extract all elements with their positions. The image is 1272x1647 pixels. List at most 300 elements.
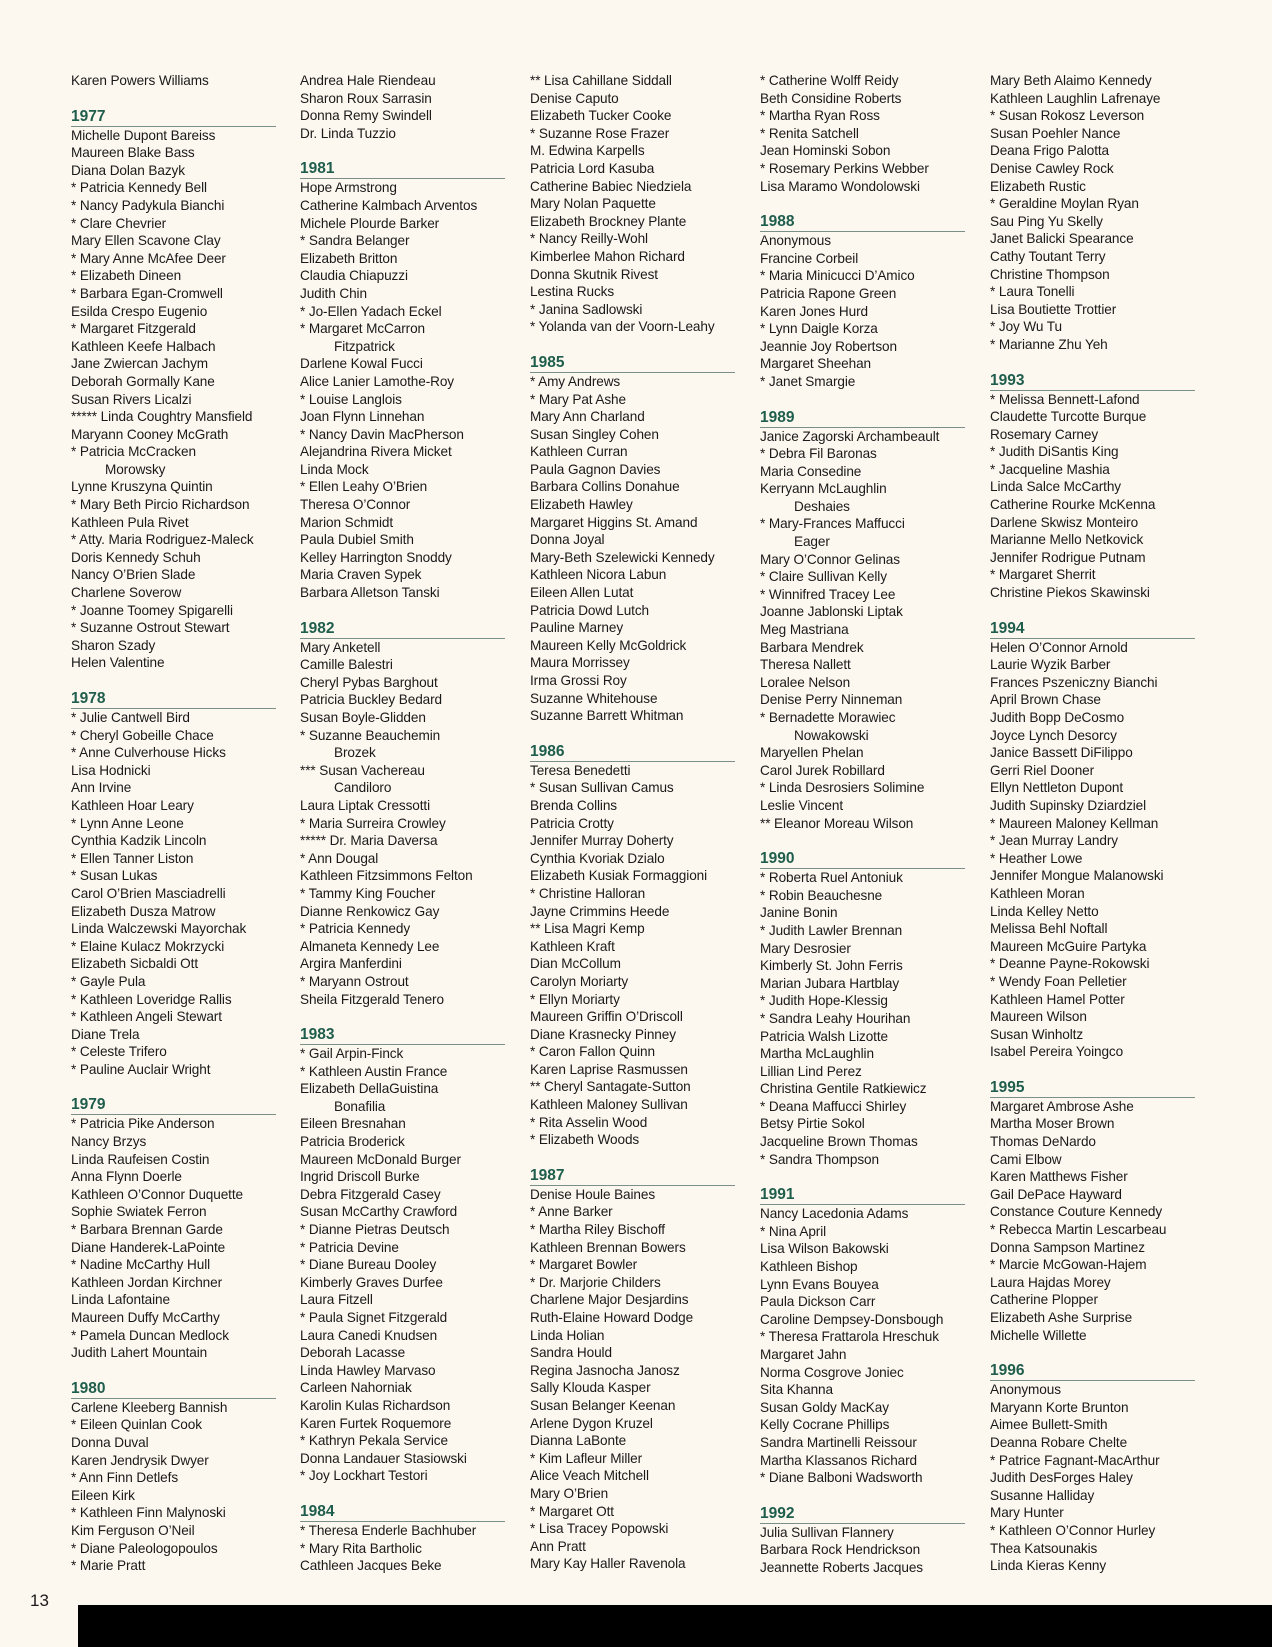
donor-name: Sandra Hould — [530, 1345, 612, 1361]
donor-name: Lisa Wilson Bakowski — [760, 1241, 889, 1257]
donor-name: Mary Ellen Scavone Clay — [71, 233, 221, 249]
donor-name: Gerri Riel Dooner — [990, 762, 1095, 778]
donor-name: Brozek — [334, 745, 376, 761]
donor-name: * Joanne Toomey Spigarelli — [71, 602, 233, 618]
donor-name: Kathleen O’Connor Duquette — [71, 1186, 243, 1202]
donor-name: Mary Hunter — [990, 1505, 1064, 1521]
donor-name: Cynthia Kadzik Lincoln — [71, 833, 207, 849]
donor-name: Suzanne Whitehouse — [530, 690, 658, 706]
donor-name: Claudia Chiapuzzi — [300, 268, 408, 284]
donor-name: * Judith Hope-Klessig — [760, 993, 888, 1009]
donor-name: Susan Poehler Nance — [990, 125, 1121, 141]
donor-name: * Kathryn Pekala Service — [300, 1433, 448, 1449]
donor-name: Susan McCarthy Crawford — [300, 1204, 458, 1220]
year-group-1985 — [530, 353, 735, 725]
donor-name: * Marianne Zhu Yeh — [990, 336, 1108, 352]
donor-name: Linda Holian — [530, 1327, 605, 1343]
donor-name: * Jo-Ellen Yadach Eckel — [300, 303, 442, 319]
donor-name: Mary Ann Charland — [530, 409, 645, 425]
donor-name: Kerryann McLaughlin — [760, 481, 887, 497]
year-group-1993 — [990, 371, 1195, 602]
donor-name: Nancy Lacedonia Adams — [760, 1206, 909, 1222]
continued-group — [530, 72, 735, 336]
donor-name: Betsy Pirtie Sokol — [760, 1116, 865, 1132]
donor-name: Denise Perry Ninneman — [760, 692, 903, 708]
donor-name: Linda Raufeisen Costin — [71, 1151, 210, 1167]
donor-name: Dian McCollum — [530, 956, 621, 972]
donor-name: Elizabeth Kusiak Formaggioni — [530, 868, 708, 884]
donor-name: * Mary-Frances Maffucci — [760, 516, 905, 532]
donor-name: * Martha Ryan Ross — [760, 108, 880, 124]
donor-name: * Susan Sullivan Camus — [530, 780, 674, 796]
donor-name: Kimberly Graves Durfee — [300, 1274, 443, 1290]
donor-name: Christina Gentile Ratkiewicz — [760, 1081, 927, 1097]
donor-name: Argira Manferdini — [300, 956, 402, 972]
donor-name: Lillian Lind Perez — [760, 1063, 862, 1079]
donor-name: * Kim Lafleur Miller — [530, 1450, 643, 1466]
donor-name: Julia Sullivan Flannery — [760, 1524, 894, 1540]
donor-name: Janet Balicki Spearance — [990, 231, 1134, 247]
donor-name: Rosemary Carney — [990, 426, 1099, 442]
donor-name: Deborah Lacasse — [300, 1345, 406, 1361]
donor-name: Linda Walczewski Mayorchak — [71, 921, 247, 937]
donor-name: Catherine Plopper — [990, 1292, 1098, 1308]
donor-name: Ruth-Elaine Howard Dodge — [530, 1310, 694, 1325]
donor-name: Maureen McDonald Burger — [300, 1151, 461, 1167]
donor-name: Marion Schmidt — [300, 514, 394, 530]
donor-name: Karen Jones Hurd — [760, 303, 868, 319]
donor-name: Kathleen Kraft — [530, 938, 615, 954]
donor-name: Helen O’Connor Arnold — [990, 639, 1128, 655]
donor-name: * Theresa Frattarola Hreschuk — [760, 1329, 939, 1345]
donor-name: * Elizabeth Dineen — [71, 268, 182, 284]
year-heading: 1977 — [71, 107, 276, 127]
donor-name: * Patricia Kennedy — [300, 921, 411, 937]
donor-name: Eager — [794, 534, 830, 550]
donor-name: Judith Supinsky Dziardziel — [990, 797, 1147, 813]
donor-name: Sophie Swiatek Ferron — [71, 1204, 207, 1220]
donor-name: Alice Veach Mitchell — [530, 1468, 649, 1484]
donor-name: Denise Cawley Rock — [990, 160, 1114, 176]
donor-name: Leslie Vincent — [760, 797, 843, 813]
donor-name: * Martha Riley Bischoff — [530, 1222, 665, 1238]
donor-name: Esilda Crespo Eugenio — [71, 303, 208, 319]
donor-name: Joanne Jablonski Liptak — [760, 604, 903, 620]
donor-name: Patricia Lord Kasuba — [530, 160, 655, 176]
donor-name: * Susan Lukas — [71, 868, 158, 884]
donor-name: Janice Zagorski Archambeault — [760, 428, 940, 444]
donor-name: * Lisa Tracey Popowski — [530, 1521, 669, 1537]
donor-name: * Clare Chevrier — [71, 215, 167, 231]
donor-name: Eileen Kirk — [71, 1487, 135, 1503]
donor-name: * Patricia Devine — [300, 1239, 399, 1255]
donor-name: Lisa Hodnicki — [71, 762, 151, 778]
donor-name: Joyce Lynch Desorcy — [990, 727, 1117, 743]
donor-name: Linda Mock — [300, 461, 369, 477]
donor-name: Susanne Halliday — [990, 1487, 1095, 1503]
year-heading: 1991 — [760, 1185, 965, 1205]
donor-name: Karen Laprise Rasmussen — [530, 1061, 688, 1077]
donor-columns — [71, 72, 1221, 1575]
donor-name: * Mary Pat Ashe — [530, 391, 626, 407]
continued-group — [760, 72, 965, 195]
donor-name: Kelley Harrington Snoddy — [300, 549, 452, 565]
year-group-1979 — [71, 1095, 276, 1361]
year-heading: 1987 — [530, 1166, 735, 1186]
donor-name: Susan Rivers Licalzi — [71, 391, 192, 407]
donor-name: * Geraldine Moylan Ryan — [990, 196, 1139, 212]
donor-name: Patricia Dowd Lutch — [530, 602, 649, 618]
donor-name: Donna Sampson Martinez — [990, 1239, 1145, 1255]
donor-name: * Wendy Foan Pelletier — [990, 973, 1127, 989]
donor-name: ** Eleanor Moreau Wilson — [760, 815, 914, 831]
donor-name: Elizabeth Britton — [300, 250, 398, 266]
year-heading: 1983 — [300, 1025, 505, 1045]
donor-name: Donna Skutnik Rivest — [530, 266, 658, 282]
donor-name: Maureen Griffin O’Driscoll — [530, 1009, 683, 1025]
donor-name: Mary Nolan Paquette — [530, 196, 656, 212]
donor-name: Maura Morrissey — [530, 655, 630, 671]
donor-name: Patricia Walsh Lizotte — [760, 1028, 888, 1044]
donor-name: Dianna LaBonte — [530, 1433, 627, 1449]
donor-name: Susan Boyle-Glidden — [300, 710, 426, 725]
donor-name: Maryann Cooney McGrath — [71, 426, 229, 442]
donor-name: Elizabeth Brockney Plante — [530, 213, 687, 229]
donor-name: Arlene Dygon Kruzel — [530, 1415, 653, 1431]
donor-name: * Gail Arpin-Finck — [300, 1046, 404, 1062]
donor-name: Deanna Robare Chelte — [990, 1434, 1128, 1450]
donor-name: Sharon Roux Sarrasin — [300, 90, 432, 106]
donor-name: * Marie Pratt — [71, 1558, 146, 1574]
continued-group — [300, 72, 505, 142]
donor-name: Mary O’Brien — [530, 1485, 609, 1501]
donor-name: Mary Kay Haller Ravenola — [530, 1556, 686, 1572]
donor-name: * Suzanne Rose Frazer — [530, 125, 670, 141]
donor-name: * Nina April — [760, 1223, 827, 1239]
donor-name: * Jean Murray Landry — [990, 833, 1118, 849]
donor-name: Sandra Martinelli Reissour — [760, 1434, 917, 1450]
donor-name: Darlene Skwisz Monteiro — [990, 514, 1139, 530]
donor-name: Kathleen Jordan Kirchner — [71, 1274, 223, 1290]
year-heading: 1988 — [760, 212, 965, 232]
year-group-1977 — [71, 107, 276, 672]
donor-name: Susan Singley Cohen — [530, 426, 659, 442]
year-heading: 1993 — [990, 371, 1195, 391]
page-number: 13 — [30, 1591, 49, 1610]
donor-name: Margaret Ambrose Ashe — [990, 1098, 1134, 1114]
year-heading: 1984 — [300, 1502, 505, 1522]
donor-name: * Margaret McCarron — [300, 321, 426, 337]
year-group-1987 — [530, 1166, 735, 1573]
year-heading: 1986 — [530, 742, 735, 762]
donor-name: * Nancy Reilly-Wohl — [530, 231, 648, 247]
donor-name: Deshaies — [794, 498, 850, 514]
year-group-1992 — [760, 1504, 965, 1577]
donor-name: Regina Jasnocha Janosz — [530, 1362, 680, 1378]
donor-name: * Amy Andrews — [530, 373, 621, 389]
donor-name: Michelle Dupont Bareiss — [71, 127, 216, 143]
donor-name: Laura Hajdas Morey — [990, 1274, 1111, 1290]
donor-name: Elizabeth Ashe Surprise — [990, 1310, 1133, 1325]
donor-name: * Bernadette Morawiec — [760, 710, 896, 725]
donor-name: Kathleen Curran — [530, 444, 628, 460]
donor-name: Martha McLaughlin — [760, 1046, 874, 1062]
year-group-1983 — [300, 1025, 505, 1485]
donor-name: * Caron Fallon Quinn — [530, 1044, 655, 1060]
donor-name: Maureen McGuire Partyka — [990, 938, 1147, 954]
donor-name: Alejandrina Rivera Micket — [300, 444, 452, 460]
donor-name: * Patricia Kennedy Bell — [71, 180, 207, 196]
donor-name: Carleen Nahorniak — [300, 1380, 412, 1396]
donor-name: Brenda Collins — [530, 797, 618, 813]
year-group-1988 — [760, 212, 965, 390]
donor-name: Diane Krasnecky Pinney — [530, 1026, 676, 1042]
donor-name: Karen Powers Williams — [71, 73, 209, 88]
year-heading: 1995 — [990, 1078, 1195, 1098]
donor-name: Kathleen Hamel Potter — [990, 991, 1125, 1007]
donor-name: Elizabeth Hawley — [530, 497, 633, 513]
donor-name: * Renita Satchell — [760, 125, 859, 141]
column-1 — [71, 72, 276, 1575]
donor-name: * Kathleen Finn Malynoski — [71, 1505, 226, 1521]
donor-name: Carolyn Moriarty — [530, 973, 629, 989]
donor-name: Aimee Bullett-Smith — [990, 1417, 1108, 1433]
donor-name: Judith Bopp DeCosmo — [990, 710, 1125, 725]
donor-name: Maria Craven Sypek — [300, 567, 422, 583]
donor-name: Paula Dubiel Smith — [300, 532, 414, 548]
donor-name: * Pamela Duncan Medlock — [71, 1327, 229, 1343]
donor-name: Meg Mastriana — [760, 622, 849, 638]
donor-name: Jean Hominski Sobon — [760, 143, 891, 159]
donor-name: Norma Cosgrove Joniec — [760, 1364, 904, 1380]
donor-name: Barbara Rock Hendrickson — [760, 1542, 921, 1558]
donor-name: Kathleen Laughlin Lafrenaye — [990, 90, 1161, 106]
donor-name: Judith Lahert Mountain — [71, 1345, 208, 1361]
donor-name: * Patricia McCracken — [71, 444, 196, 460]
donor-name: Mary O’Connor Gelinas — [760, 551, 900, 567]
donor-name: * Marcie McGowan-Hajem — [990, 1257, 1147, 1273]
donor-name: Martha Klassanos Richard — [760, 1452, 918, 1468]
donor-name: Teresa Benedetti — [530, 762, 631, 778]
donor-name: Laura Fitzell — [300, 1292, 373, 1308]
donor-name: Janine Bonin — [760, 905, 838, 921]
donor-name: Ann Pratt — [530, 1538, 586, 1554]
donor-name: * Joy Wu Tu — [990, 319, 1062, 335]
donor-name: * Heather Lowe — [990, 850, 1083, 866]
donor-name: Dr. Linda Tuzzio — [300, 125, 396, 141]
donor-name: Linda Kelley Netto — [990, 903, 1099, 919]
donor-name: Donna Remy Swindell — [300, 108, 432, 124]
donor-name: Frances Pszeniczny Bianchi — [990, 674, 1158, 690]
donor-name: Cynthia Kvoriak Dzialo — [530, 850, 665, 866]
donor-name: Eileen Bresnahan — [300, 1116, 406, 1132]
donor-name: * Laura Tonelli — [990, 284, 1075, 300]
donor-name: * Cheryl Gobeille Chace — [71, 727, 214, 743]
donor-name: Lisa Maramo Wondolowski — [760, 178, 920, 194]
donor-name: * Ann Finn Detlefs — [71, 1470, 179, 1486]
donor-name: * Catherine Wolff Reidy — [760, 73, 899, 88]
donor-name: Linda Lafontaine — [71, 1292, 170, 1308]
donor-name: Linda Kieras Kenny — [990, 1558, 1107, 1574]
donor-name: * Gayle Pula — [71, 973, 146, 989]
donor-name: Susan Winholtz — [990, 1026, 1084, 1042]
donor-name: ** Lisa Magri Kemp — [530, 921, 645, 937]
donor-name: * Rita Asselin Wood — [530, 1114, 648, 1130]
donor-name: Ellyn Nettleton Dupont — [990, 780, 1124, 796]
donor-name: Debra Fitzgerald Casey — [300, 1186, 441, 1202]
donor-name: Patricia Rapone Green — [760, 285, 897, 301]
year-group-1995 — [990, 1078, 1195, 1344]
donor-name: M. Edwina Karpells — [530, 143, 645, 159]
donor-name: Kelly Cocrane Phillips — [760, 1417, 890, 1433]
donor-name: * Diane Balboni Wadsworth — [760, 1470, 923, 1486]
donor-name: Suzanne Barrett Whitman — [530, 708, 684, 724]
donor-name: Marianne Mello Netkovick — [990, 532, 1144, 548]
donor-name: Elizabeth Rustic — [990, 178, 1086, 194]
year-group-1989 — [760, 408, 965, 833]
year-group-1991 — [760, 1185, 965, 1487]
donor-name: Thomas DeNardo — [990, 1134, 1096, 1150]
donor-name: * Roberta Ruel Antoniuk — [760, 870, 903, 886]
donor-name: * Mary Anne McAfee Deer — [71, 250, 226, 266]
donor-name: Maureen Wilson — [990, 1009, 1087, 1025]
donor-name: * Judith DiSantis King — [990, 444, 1119, 460]
donor-name: * Suzanne Beauchemin — [300, 727, 441, 743]
donor-name: * Maria Minicucci D’Amico — [760, 268, 915, 284]
donor-name: * Yolanda van der Voorn-Leahy — [530, 319, 715, 335]
donor-name: Joan Flynn Linnehan — [300, 409, 425, 425]
donor-name: Diane Trela — [71, 1026, 140, 1042]
year-heading: 1980 — [71, 1379, 276, 1399]
donor-name: * Debra Fil Baronas — [760, 446, 877, 462]
donor-name: Kathleen Hoar Leary — [71, 797, 194, 813]
donor-name: Nancy O’Brien Slade — [71, 567, 196, 583]
donor-name: Janice Bassett DiFilippo — [990, 745, 1133, 761]
donor-name: Jeannie Joy Robertson — [760, 338, 897, 354]
donor-name: Carlene Kleeberg Bannish — [71, 1399, 228, 1415]
donor-name: Mary Anketell — [300, 639, 381, 655]
donor-name: * Joy Lockhart Testori — [300, 1468, 428, 1484]
donor-name: ** Cheryl Santagate-Sutton — [530, 1079, 691, 1095]
donor-name: Margaret Jahn — [760, 1347, 847, 1362]
donor-name: Barbara Collins Donahue — [530, 479, 680, 495]
donor-name: Cathy Toutant Terry — [990, 248, 1106, 264]
donor-name: * Maryann Ostrout — [300, 973, 409, 989]
donor-name: Ingrid Driscoll Burke — [300, 1169, 420, 1185]
donor-name: * Winnifred Tracey Lee — [760, 586, 896, 602]
donor-name: Jeannette Roberts Jacques — [760, 1559, 923, 1575]
donor-name: Fitzpatrick — [334, 338, 395, 354]
donor-name: * Barbara Egan-Cromwell — [71, 285, 223, 301]
donor-name: Anna Flynn Doerle — [71, 1169, 182, 1185]
donor-name: Susan Goldy MacKay — [760, 1399, 889, 1415]
donor-name: Carol O’Brien Masciadrelli — [71, 885, 226, 901]
donor-name: * Nancy Padykula Bianchi — [71, 197, 225, 213]
donor-name: Morowsky — [105, 461, 166, 477]
donor-name: * Margaret Fitzgerald — [71, 321, 196, 337]
donor-name: Maryann Korte Brunton — [990, 1399, 1129, 1415]
donor-name: Elizabeth Tucker Cooke — [530, 108, 672, 124]
year-heading: 1989 — [760, 408, 965, 428]
donor-name: Paula Dickson Carr — [760, 1294, 876, 1310]
donor-name: * Kathleen Angeli Stewart — [71, 1009, 222, 1025]
donor-name: * Rosemary Perkins Webber — [760, 160, 929, 176]
donor-name: Karen Furtek Roquemore — [300, 1415, 452, 1431]
donor-name: Christine Thompson — [990, 266, 1110, 282]
year-group-1978 — [71, 689, 276, 1078]
donor-name: Lynn Evans Bouyea — [760, 1276, 879, 1292]
donor-name: * Kathleen Loveridge Rallis — [71, 991, 232, 1007]
donor-name: * Deanne Payne-Rokowski — [990, 956, 1150, 972]
donor-name: Margaret Higgins St. Amand — [530, 514, 698, 530]
donor-name: Gail DePace Hayward — [990, 1186, 1122, 1202]
donor-name: Paula Gagnon Davies — [530, 461, 661, 477]
donor-name: * Tammy King Foucher — [300, 885, 436, 901]
donor-name: * Diane Bureau Dooley — [300, 1257, 437, 1273]
donor-name: Maryellen Phelan — [760, 745, 864, 761]
continued-group — [990, 72, 1195, 354]
donor-name: Lestina Rucks — [530, 284, 615, 300]
donor-name: * Susan Rokosz Leverson — [990, 108, 1145, 124]
donor-name: Kathleen Moran — [990, 885, 1085, 901]
donor-name: Kathleen Pula Rivet — [71, 514, 189, 530]
donor-name: Kathleen Fitzsimmons Felton — [300, 868, 473, 884]
donor-name: * Sandra Thompson — [760, 1151, 879, 1167]
donor-name: Jennifer Rodrigue Putnam — [990, 549, 1146, 565]
donor-name: Cheryl Pybas Barghout — [300, 674, 438, 690]
donor-name: Martha Moser Brown — [990, 1116, 1115, 1132]
donor-name: Sita Khanna — [760, 1382, 833, 1398]
donor-name: * Julie Cantwell Bird — [71, 710, 190, 725]
donor-name: * Anne Barker — [530, 1204, 613, 1220]
donor-name: * Nancy Davin MacPherson — [300, 426, 464, 442]
donor-name: * Diane Paleologopoulos — [71, 1540, 218, 1556]
donor-name: Anonymous — [760, 233, 831, 249]
donor-name: Kim Ferguson O’Neil — [71, 1522, 195, 1538]
donor-name: Kimberlee Mahon Richard — [530, 248, 685, 264]
year-heading: 1982 — [300, 619, 505, 639]
donor-name: * Margaret Sherrit — [990, 567, 1096, 583]
donor-name: Laura Canedi Knudsen — [300, 1327, 438, 1343]
donor-name: ***** Dr. Maria Daversa — [300, 833, 438, 849]
donor-name: Andrea Hale Riendeau — [300, 73, 436, 88]
year-group-1986 — [530, 742, 735, 1149]
donor-name: Lisa Boutiette Trottier — [990, 301, 1117, 317]
donor-name: Michele Plourde Barker — [300, 215, 440, 231]
donor-name: Kathleen Bishop — [760, 1259, 858, 1275]
donor-name: Doris Kennedy Schuh — [71, 549, 201, 565]
donor-name: * Patrice Fagnant-MacArthur — [990, 1452, 1160, 1468]
donor-name: Charlene Major Desjardins — [530, 1292, 689, 1308]
donor-name: Catherine Rourke McKenna — [990, 497, 1156, 513]
donor-name: Jacqueline Brown Thomas — [760, 1134, 918, 1150]
donor-name: Eileen Allen Lutat — [530, 585, 634, 601]
donor-name: Barbara Mendrek — [760, 639, 864, 655]
donor-name: * Linda Desrosiers Solimine — [760, 780, 925, 796]
donor-name: ***** Linda Coughtry Mansfield — [71, 409, 253, 425]
donor-name: * Lynn Daigle Korza — [760, 321, 878, 337]
donor-name: * Rebecca Martin Lescarbeau — [990, 1222, 1167, 1238]
donor-name: Francine Corbeil — [760, 250, 859, 266]
donor-name: Cami Elbow — [990, 1151, 1062, 1167]
donor-name: * Lynn Anne Leone — [71, 815, 184, 831]
donor-name: * Kathleen O’Connor Hurley — [990, 1522, 1156, 1538]
donor-name: Maria Consedine — [760, 463, 862, 479]
donor-name: Sally Klouda Kasper — [530, 1380, 651, 1396]
donor-name: * Ann Dougal — [300, 850, 379, 866]
donor-name: * Mary Rita Bartholic — [300, 1540, 422, 1556]
donor-name: * Louise Langlois — [300, 391, 402, 407]
